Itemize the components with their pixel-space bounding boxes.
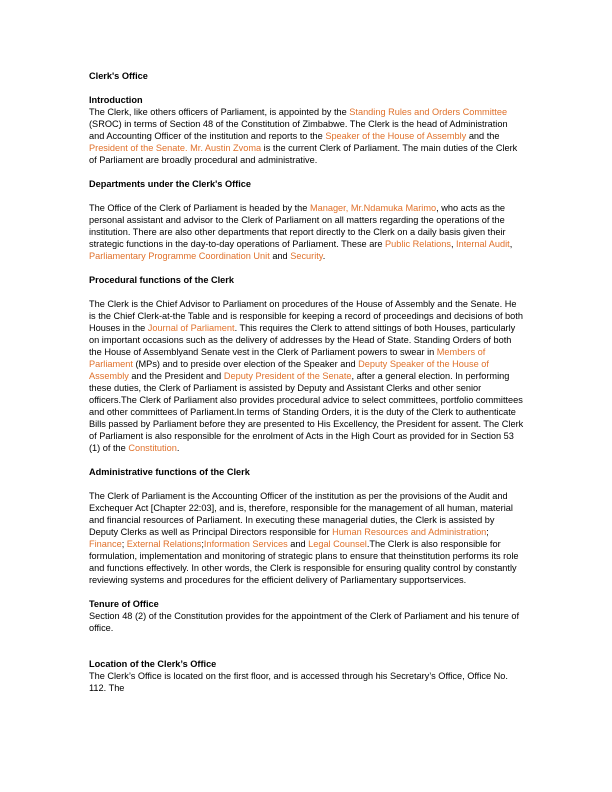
text-span: . bbox=[176, 443, 180, 453]
page-title: Clerk's Office bbox=[89, 71, 148, 81]
text-span: , bbox=[509, 239, 513, 249]
departments-paragraph bbox=[89, 202, 525, 262]
link-constitution[interactable]: Constitution bbox=[128, 443, 177, 453]
text-span: The Office of the Clerk of Parliament is headed by the bbox=[89, 203, 310, 213]
text-span: , after a general election. In performing these duties, the Clerk of Parliament is assisted by Deputy and Assistant Clerks and other senior officers.The Clerk of Parliament also provides procedural advice to select committees, portfolio committees and other committees of Parliament.In terms of Standing Orders, it is the duty of the Clerk to authenticate Bills passed by Parliament before they are presented to His Excellency, the President for assent. The Clerk of Parliament is also responsible for the enrolment of Acts in the High Court as provided for in Section 53 (1) of the bbox=[89, 371, 524, 453]
text-span: and bbox=[287, 539, 309, 549]
link-programme-coordination-unit[interactable]: Parliamentary Programme Coordination Unit bbox=[89, 251, 270, 261]
text-span: The Clerk of Parliament is the Accounting Officer of the institution as per the provisions of the Audit and Exchequer Act [Chapter 22:03], and is, therefore, responsible for the management of all human, material and financial resources of Parliament. In executing these managerial duties, the Clerk is assisted by Deputy Clerks as well as Principal Directors responsible for bbox=[89, 491, 513, 537]
tenure-paragraph: Section 48 (2) of the Constitution provides for the appointment of the Clerk of Parliament and his tenure of office. bbox=[89, 611, 520, 633]
text-span: . This requires the Clerk to attend sittings of both Houses, particularly on important occasions such as the delivery of addresses by the Head of State. Standing Orders of both the House of Assemblyand Senate vest in the Clerk of Parliament powers to swear in bbox=[89, 323, 516, 357]
text-span: , who acts as the personal assistant and advisor to the Clerk of Parliament on all matters regarding the operations of the institution. There are also other departments that report directly to the Clerk on a daily basis given their strategic functions in the day-to-day operations of Parliament. These are bbox=[89, 203, 506, 249]
link-standing-rules-committee[interactable]: Standing Rules and Orders Committee bbox=[349, 107, 508, 117]
procedural-paragraph bbox=[89, 298, 525, 454]
text-span: The Clerk, like others officers of Parliament, is appointed by the bbox=[89, 107, 350, 117]
link-deputy-speaker[interactable]: Deputy Speaker of the House of Assembly bbox=[89, 359, 489, 381]
link-speaker-house-of-assembly[interactable]: Speaker of the House of Assembly bbox=[325, 131, 467, 141]
text-span: ; bbox=[486, 527, 489, 537]
link-journal-of-parliament[interactable]: Journal of Parliament bbox=[147, 323, 235, 333]
section-heading-location: Location of the Clerk’s Office bbox=[89, 659, 217, 669]
section-heading-procedural: Procedural functions of the Clerk bbox=[89, 275, 234, 285]
link-legal-counsel[interactable]: Legal Counsel bbox=[308, 539, 367, 549]
administrative-paragraph bbox=[89, 490, 525, 586]
text-span: The Clerk is the Chief Advisor to Parliament on procedures of the House of Assembly and the Senate. He is the Chief Clerk-at-the Table and is responsible for keeping a record of proceedings and decisions of both Houses in the bbox=[89, 299, 523, 333]
text-span: ; bbox=[121, 539, 127, 549]
link-information-services[interactable]: Information Services bbox=[203, 539, 288, 549]
text-span: (SROC) in terms of Section 48 of the Constitution of Zimbabwe. The Clerk is the head of Administration and Accounting Officer of the institution and reports to the bbox=[89, 119, 508, 141]
link-finance[interactable]: Finance bbox=[89, 539, 122, 549]
location-paragraph: The Clerk’s Office is located on the first floor, and is accessed through his Secretary’s Office, Office No. 112. The bbox=[89, 671, 508, 693]
text-span: . bbox=[322, 251, 326, 261]
link-members-of-parliament[interactable]: Members of Parliament bbox=[89, 347, 486, 369]
link-security[interactable]: Security bbox=[290, 251, 323, 261]
text-span: and the bbox=[466, 131, 500, 141]
text-span: and the President and bbox=[128, 371, 224, 381]
link-public-relations[interactable]: Public Relations bbox=[385, 239, 451, 249]
section-heading-administrative: Administrative functions of the Clerk bbox=[89, 467, 250, 477]
introduction-paragraph bbox=[89, 106, 525, 166]
text-span: ; bbox=[201, 539, 204, 549]
text-span: .The Clerk is also responsible for formulation, implementation and monitoring of strategic plans to ensure that theinstitution performs its role and functions effectively. In other words, the Clerk is responsible for ensuring quality control by constantly reviewing systems and procedures for the efficient delivery of Parliamentary supportservices. bbox=[89, 539, 519, 585]
link-president-of-senate[interactable]: President of the Senate. Mr. Austin Zvoma bbox=[89, 143, 262, 153]
section-heading-tenure: Tenure of Office bbox=[89, 599, 159, 609]
link-external-relations[interactable]: External Relations bbox=[126, 539, 202, 549]
section-heading-introduction: Introduction bbox=[89, 95, 143, 105]
text-span: and bbox=[269, 251, 291, 261]
link-internal-audit[interactable]: Internal Audit bbox=[456, 239, 510, 249]
link-manager[interactable]: Manager, Mr.Ndamuka Marimo bbox=[309, 203, 437, 213]
section-heading-departments: Departments under the Clerk's Office bbox=[89, 179, 251, 189]
link-human-resources[interactable]: Human Resources and Administration bbox=[332, 527, 487, 537]
link-deputy-president-senate[interactable]: Deputy President of the Senate bbox=[223, 371, 352, 381]
document-page bbox=[89, 70, 525, 706]
text-span: (MPs) and to preside over election of the Speaker and bbox=[132, 359, 359, 369]
text-span: is the current Clerk of Parliament. The main duties of the Clerk of Parliament are broadly procedural and administrative. bbox=[89, 143, 518, 165]
text-span: , bbox=[450, 239, 457, 249]
